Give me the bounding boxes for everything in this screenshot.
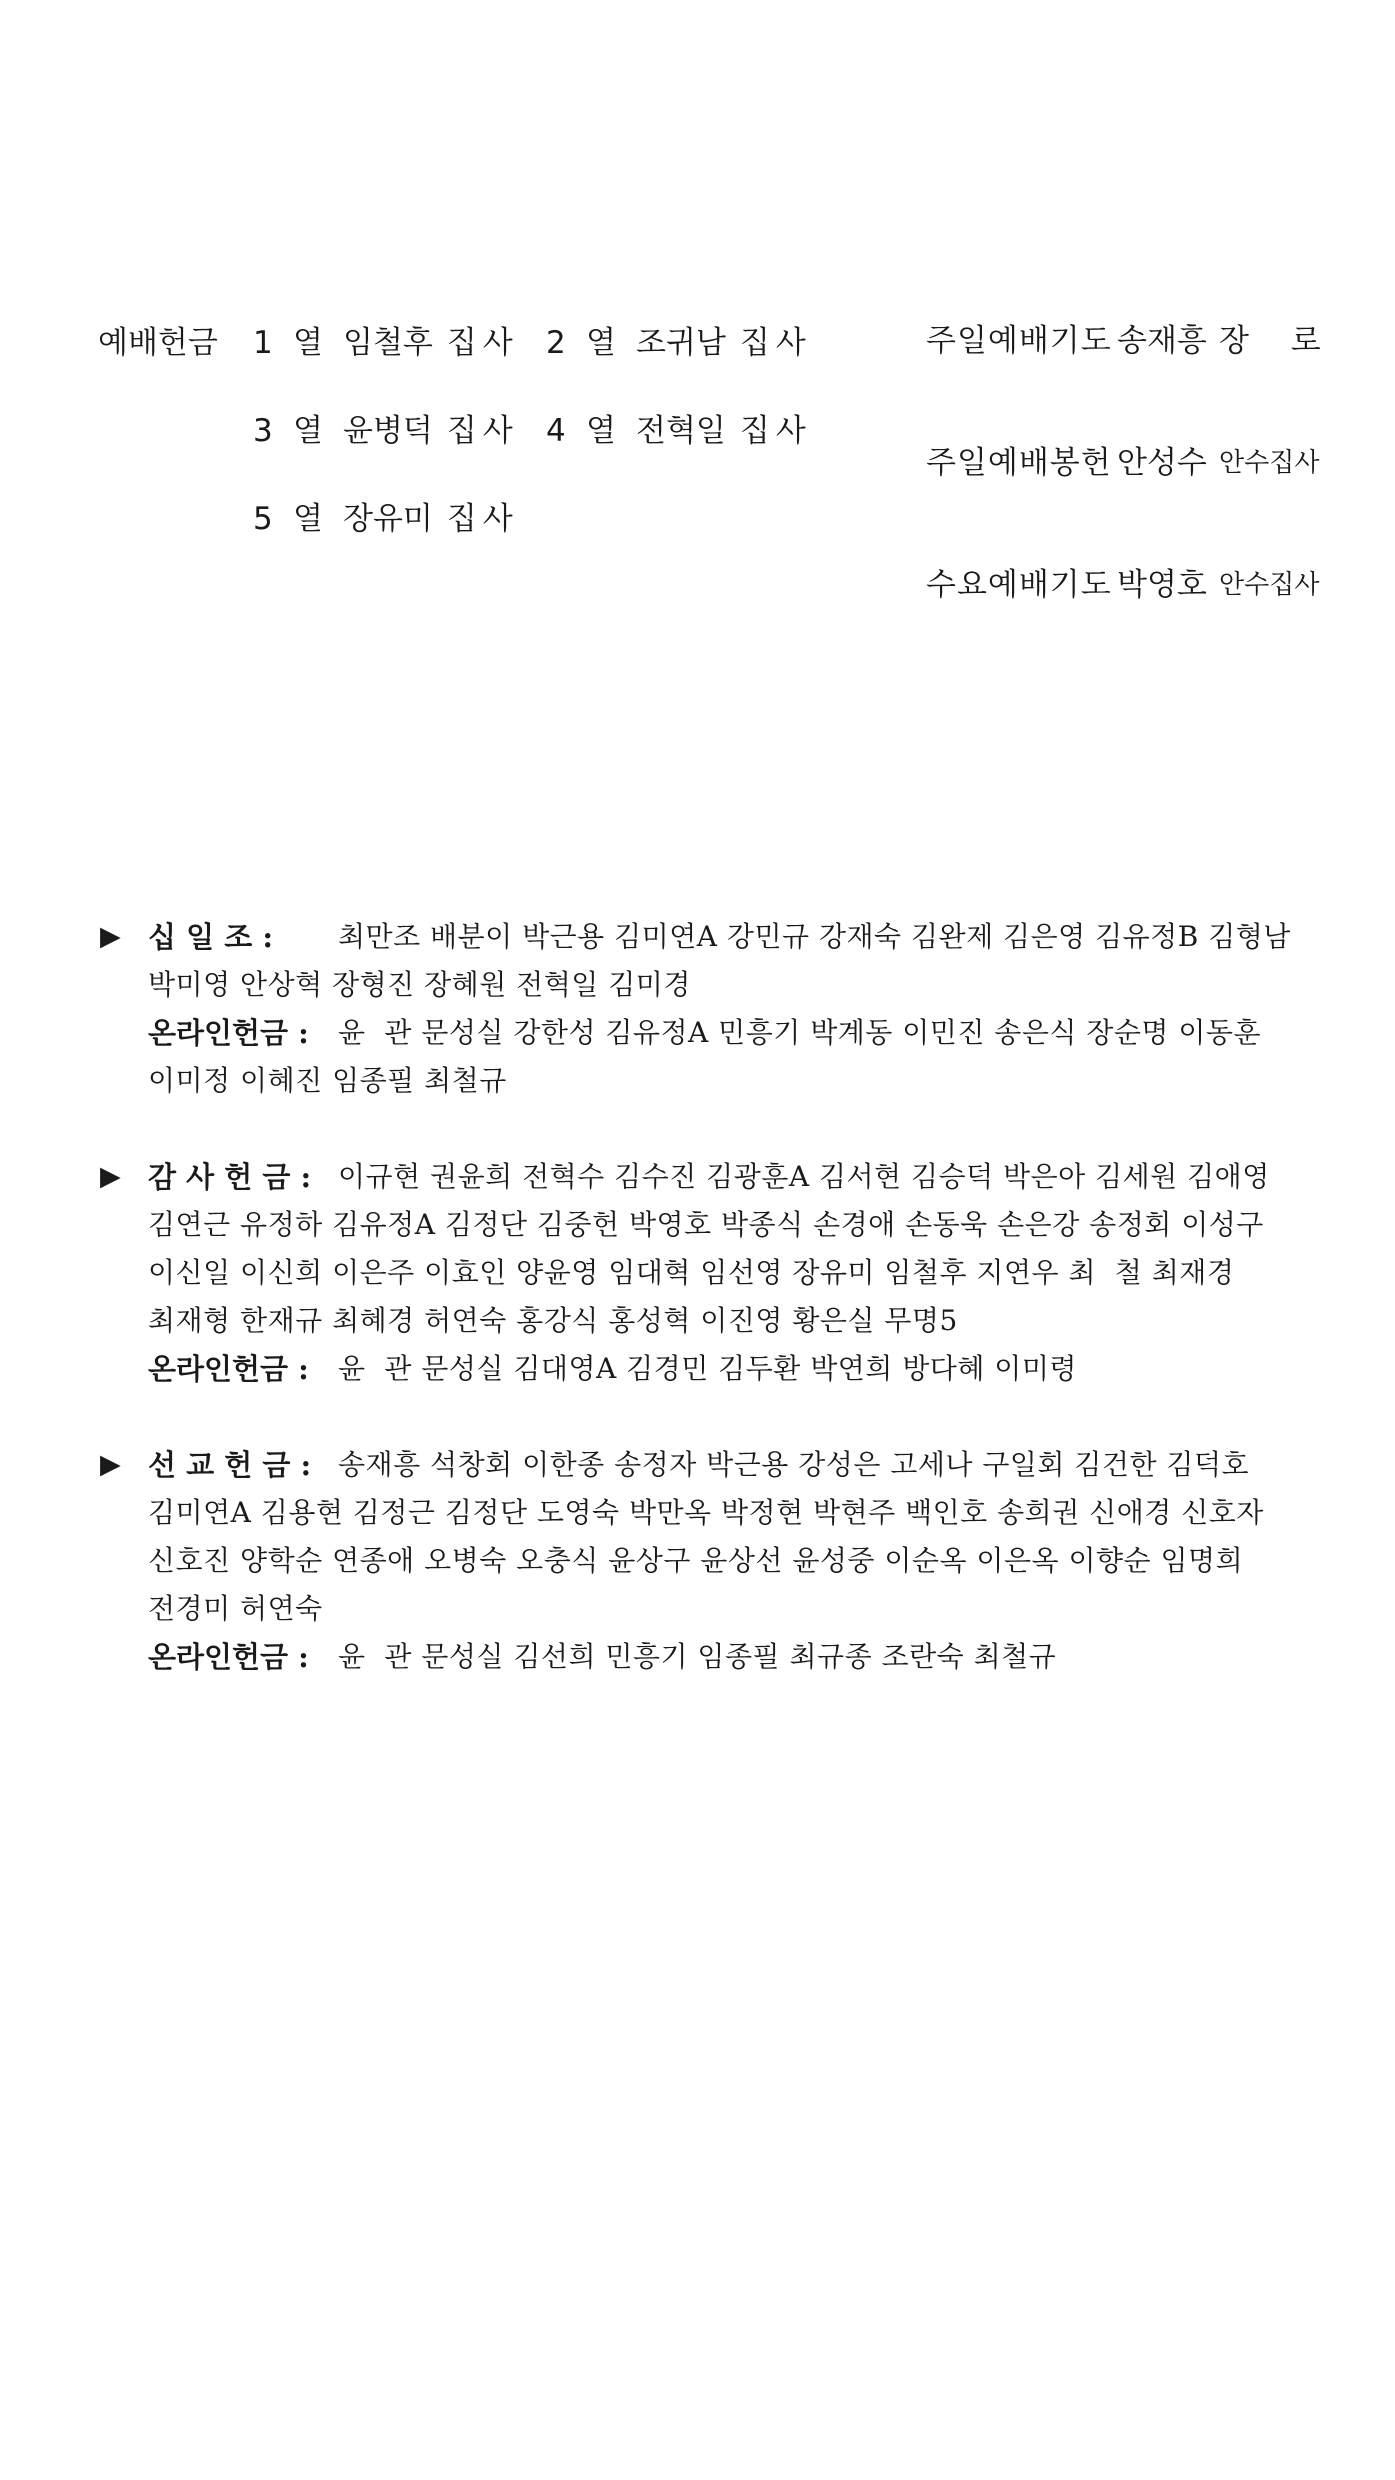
offering-label: 선 교 헌 금 : — [148, 1448, 312, 1482]
role-title: 안수집사 — [1219, 448, 1320, 478]
usher-name: 임철후 — [343, 325, 433, 361]
triangle-bullet-icon: ▶ — [100, 1161, 121, 1192]
usher-slot: 2 열 조귀남 집사 — [546, 318, 812, 368]
service-name: 주일예배기도 — [926, 323, 1112, 359]
usher-slot: 4 열 전혁일 집사 — [546, 406, 812, 456]
names-line: 윤 관 문성실 강한성 김유정A 민흥기 박계동 이민진 송은식 장순명 이동훈 — [338, 1016, 1262, 1049]
online-offering-line — [148, 1009, 1300, 1057]
service-name: 주일예배봉헌 — [926, 445, 1112, 481]
role-person: 안성수 — [1117, 445, 1207, 481]
online-offering-label: 온라인헌금 : — [148, 1640, 309, 1674]
usher-name: 윤병덕 — [343, 413, 433, 449]
names-line: 김연근 유정하 김유정A 김정단 김중헌 박영호 박종식 손경애 손동욱 손은강 송정회 이성구 — [148, 1208, 1264, 1241]
service-name: 수요예배기도 — [926, 567, 1112, 603]
role-title: 장 로 — [1219, 323, 1337, 359]
online-offering-label: 온라인헌금 : — [148, 1352, 309, 1386]
names-line: 윤 관 문성실 김대영A 김경민 김두환 박연희 방다혜 이미령 — [338, 1352, 1077, 1385]
names-line: 이신일 이신희 이은주 이효인 양윤영 임대혁 임선영 장유미 임철후 지연우 최 철 최재경 — [148, 1256, 1235, 1289]
online-offering-label: 온라인헌금 : — [148, 1016, 309, 1050]
role-person: 송재흥 — [1117, 323, 1207, 359]
triangle-bullet-icon: ▶ — [100, 921, 121, 952]
names-line: 신호진 양학순 연종애 오병숙 오충식 윤상구 윤상선 윤성중 이순옥 이은옥 이향순 임명희 — [148, 1544, 1244, 1577]
names-line: 전경미 허연숙 — [148, 1592, 323, 1625]
role-person: 박영호 — [1117, 567, 1207, 603]
usher-slot: 3 열 윤병덕 집사 — [253, 406, 519, 456]
names-line: 박미영 안상혁 장형진 장혜원 전혁일 김미경 — [148, 968, 691, 1001]
usher-name: 조귀남 — [636, 325, 726, 361]
names-line: 최만조 배분이 박근용 김미연A 강민규 강재숙 김완제 김은영 김유정B 김형남 — [338, 920, 1291, 953]
offering-label: 감 사 헌 금 : — [148, 1160, 312, 1194]
role-title: 안수집사 — [1219, 570, 1320, 600]
names-line: 이미정 이혜진 임종필 최철규 — [148, 1064, 507, 1097]
online-offering-line — [148, 1345, 1300, 1393]
usher-name: 장유미 — [343, 501, 433, 537]
names-line: 김미연A 김용현 김정근 김정단 도영숙 박만옥 박정현 박현주 백인호 송희권 신애경 신호자 — [148, 1496, 1264, 1529]
usher-slot: 1 열 임철후 집사 — [253, 318, 519, 368]
offering-label: 십 일 조 : — [148, 920, 274, 954]
usher-name: 전혁일 — [636, 413, 726, 449]
online-offering-line — [148, 1633, 1300, 1681]
names-line: 이규현 권윤희 전혁수 김수진 김광훈A 김서현 김승덕 박은아 김세원 김애영 — [338, 1160, 1270, 1193]
usher-offering-label: 예배헌금 — [98, 325, 218, 361]
names-line: 윤 관 문성실 김선희 민흥기 임종필 최규종 조란숙 최철규 — [338, 1640, 1057, 1673]
triangle-bullet-icon: ▶ — [100, 1449, 121, 1480]
names-line: 최재형 한재규 최혜경 허연숙 홍강식 홍성혁 이진영 황은실 무명5 — [148, 1304, 958, 1337]
names-line: 송재흥 석창회 이한종 송정자 박근용 강성은 고세나 구일회 김건한 김덕호 — [338, 1448, 1250, 1481]
usher-slot: 5 열 장유미 집사 — [253, 494, 519, 544]
